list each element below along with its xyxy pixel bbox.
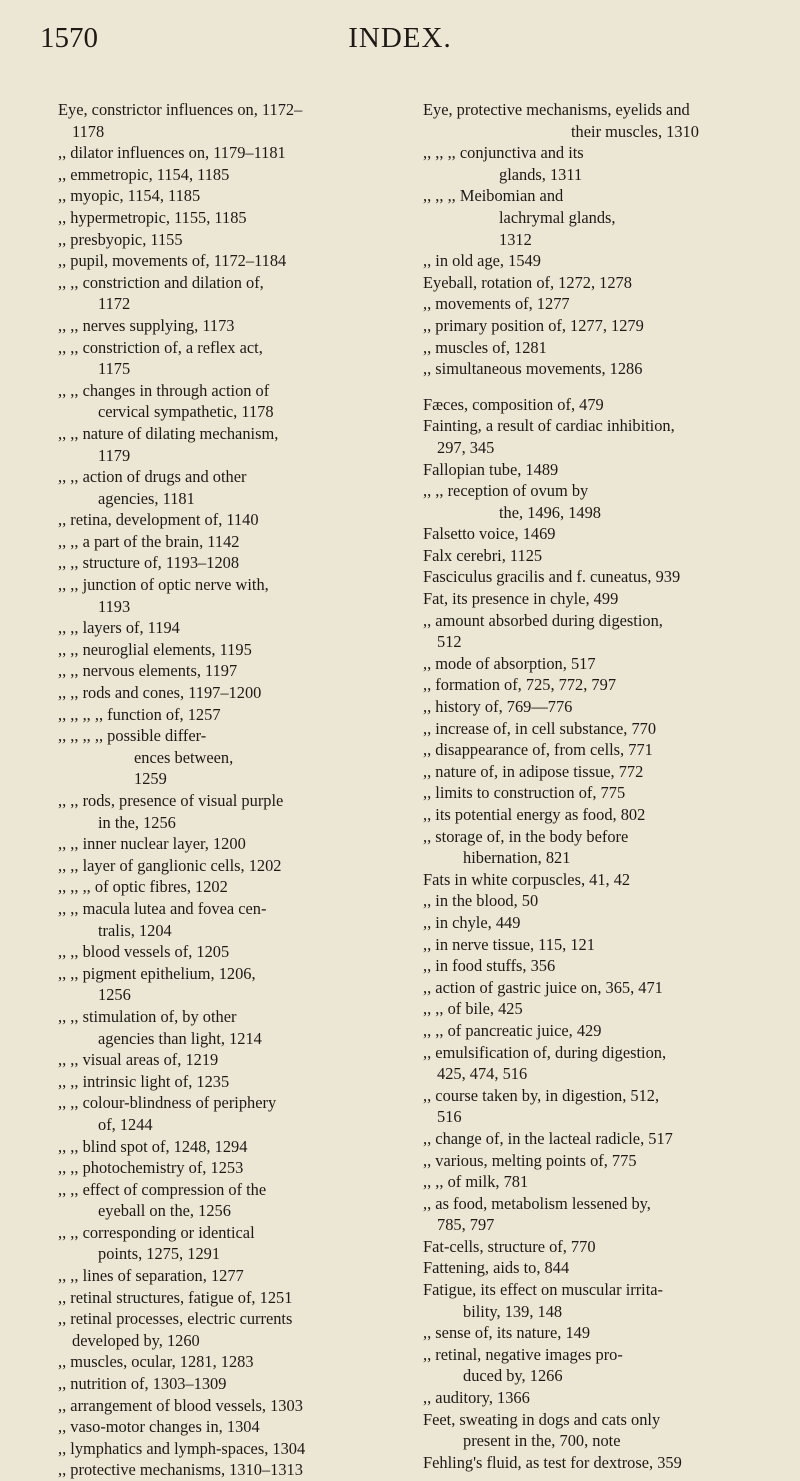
index-entry: ,, dilator influences on, 1179–1181 <box>58 143 286 163</box>
index-entry-continuation: 425, 474, 516 <box>437 1064 528 1084</box>
index-entry: ,, ,, pigment epithelium, 1206, <box>58 963 256 983</box>
index-entry: ,, disappearance of, from cells, 771 <box>423 740 653 760</box>
index-entry: Feet, sweating in dogs and cats only <box>423 1409 661 1429</box>
index-entry: ,, myopic, 1154, 1185 <box>58 186 201 206</box>
index-entry-continuation: developed by, 1260 <box>72 1330 200 1350</box>
index-entry: Fasciculus gracilis and f. cuneatus, 939 <box>423 567 681 587</box>
index-entry: ,, formation of, 725, 772, 797 <box>423 675 617 695</box>
index-entry: ,, ,, constriction and dilation of, <box>58 272 264 292</box>
page-number: 1570 <box>40 22 98 54</box>
index-entry: ,, ,, junction of optic nerve with, <box>58 575 269 595</box>
index-entry: ,, ,, ,, ,, function of, 1257 <box>58 704 221 724</box>
index-entry: ,, muscles of, 1281 <box>423 337 547 357</box>
index-entry: ,, its potential energy as food, 802 <box>423 805 646 824</box>
index-entry-continuation: ences between, <box>134 747 234 767</box>
index-entry: ,, various, melting points of, 775 <box>423 1150 637 1170</box>
index-entry-continuation: 1175 <box>98 359 131 379</box>
index-entry: ,, ,, changes in through action of <box>58 380 270 400</box>
index-entry: ,, ,, action of drugs and other <box>58 467 247 487</box>
index-entry: ,, ,, stimulation of, by other <box>58 1006 237 1026</box>
index-entry: ,, ,, corresponding or identical <box>58 1222 255 1242</box>
index-entry: ,, in chyle, 449 <box>423 912 521 932</box>
index-entry: ,, in nerve tissue, 115, 121 <box>423 934 595 954</box>
section-gap <box>423 380 758 394</box>
index-entry: ,, retinal structures, fatigue of, 1251 <box>58 1287 293 1307</box>
index-entry: ,, retinal processes, electric currents <box>58 1309 293 1329</box>
index-entry-continuation: eyeball on the, 1256 <box>98 1201 231 1221</box>
index-entry: Fæces, composition of, 479 <box>423 394 604 414</box>
index-entry: ,, ,, visual areas of, 1219 <box>58 1050 219 1070</box>
index-entry: ,, limits to construction of, 775 <box>423 783 626 803</box>
index-entry: Fainting, a result of cardiac inhibition, <box>423 416 675 436</box>
index-entry: ,, nature of, in adipose tissue, 772 <box>423 761 644 781</box>
index-entry-continuation: the, 1496, 1498 <box>499 502 601 522</box>
index-entry: ,, course taken by, in digestion, 512, <box>423 1085 660 1105</box>
index-entry-continuation: 512 <box>437 632 462 652</box>
right-column <box>423 99 758 1473</box>
index-entry: Fallopian tube, 1489 <box>423 459 559 479</box>
index-entry: ,, emmetropic, 1154, 1185 <box>58 164 230 184</box>
index-entry: ,, ,, blind spot of, 1248, 1294 <box>58 1136 248 1156</box>
index-entry-continuation: cervical sympathetic, 1178 <box>98 402 274 422</box>
index-entry-continuation: of, 1244 <box>98 1114 153 1134</box>
index-entry: ,, protective mechanisms, 1310–1313 <box>58 1460 303 1480</box>
index-entry: ,, retinal, negative images pro- <box>423 1344 623 1364</box>
index-entry-continuation: 516 <box>437 1107 462 1127</box>
index-entry: ,, ,, macula lutea and fovea cen- <box>58 898 267 918</box>
index-entry: ,, change of, in the lacteal radicle, 517 <box>423 1128 673 1148</box>
index-entry: ,, ,, ,, Meibomian and <box>423 186 564 206</box>
index-entry: ,, storage of, in the body before <box>423 826 629 846</box>
index-entry: ,, primary position of, 1277, 1279 <box>423 315 644 335</box>
index-entry: ,, movements of, 1277 <box>423 294 570 314</box>
index-entry: ,, ,, intrinsic light of, 1235 <box>58 1071 230 1091</box>
index-entry-continuation: duced by, 1266 <box>463 1366 563 1386</box>
index-entry-continuation: 297, 345 <box>437 437 495 457</box>
index-entry: ,, ,, ,, of optic fibres, 1202 <box>58 877 228 897</box>
index-entry: ,, ,, rods and cones, 1197–1200 <box>58 683 262 703</box>
index-entry: Fat-cells, structure of, 770 <box>423 1236 596 1256</box>
index-entry: ,, emulsification of, during digestion, <box>423 1042 667 1062</box>
index-entry: ,, ,, of pancreatic juice, 429 <box>423 1020 602 1040</box>
index-entry: ,, arrangement of blood vessels, 1303 <box>58 1395 303 1415</box>
index-entry: ,, in old age, 1549 <box>423 251 541 271</box>
index-entry: ,, retina, development of, 1140 <box>58 510 259 530</box>
index-entry: ,, ,, layer of ganglionic cells, 1202 <box>58 855 282 875</box>
index-entry: Eyeball, rotation of, 1272, 1278 <box>423 272 632 292</box>
index-entry: ,, ,, nature of dilating mechanism, <box>58 423 279 443</box>
index-entry: ,, ,, photochemistry of, 1253 <box>58 1158 244 1178</box>
index-entry-continuation: 1172 <box>98 294 131 314</box>
index-entry: Fat, its presence in chyle, 499 <box>423 589 619 609</box>
index-entry-continuation: in the, 1256 <box>98 812 176 832</box>
index-entry-continuation: tralis, 1204 <box>98 920 172 940</box>
index-entry-continuation: hibernation, 821 <box>463 848 571 868</box>
index-entry: ,, pupil, movements of, 1172–1184 <box>58 251 287 271</box>
index-entry-continuation: 1178 <box>72 121 105 141</box>
index-entry: ,, sense of, its nature, 149 <box>423 1323 591 1343</box>
index-entry: ,, ,, nerves supplying, 1173 <box>58 315 235 335</box>
index-entry-continuation: 1312 <box>499 229 532 249</box>
index-entry: ,, ,, reception of ovum by <box>423 481 589 501</box>
index-entry: ,, auditory, 1366 <box>423 1388 530 1408</box>
index-entry: ,, simultaneous movements, 1286 <box>423 359 643 379</box>
index-entry-continuation: 1259 <box>134 769 167 789</box>
index-entry: Fatigue, its effect on muscular irrita- <box>423 1280 664 1300</box>
index-entry-continuation: agencies, 1181 <box>98 488 195 508</box>
index-entry: ,, action of gastric juice on, 365, 471 <box>423 977 663 997</box>
index-entry: ,, ,, rods, presence of visual purple <box>58 791 284 810</box>
index-entry: ,, in the blood, 50 <box>423 891 539 911</box>
page-header <box>0 22 800 62</box>
index-entry-continuation: glands, 1311 <box>499 164 583 184</box>
index-entry: Eye, protective mechanisms, eyelids and <box>423 100 690 119</box>
index-entry: ,, amount absorbed during digestion, <box>423 610 663 630</box>
index-entry: ,, ,, inner nuclear layer, 1200 <box>58 834 246 854</box>
index-entry: ,, ,, ,, conjunctiva and its <box>423 143 584 163</box>
index-entry: ,, presbyopic, 1155 <box>58 229 183 249</box>
index-entry: ,, ,, nervous elements, 1197 <box>58 661 238 681</box>
index-entry: ,, ,, ,, ,, possible differ- <box>58 726 207 746</box>
index-entry: ,, ,, layers of, 1194 <box>58 618 180 638</box>
index-entry: ,, nutrition of, 1303–1309 <box>58 1374 227 1394</box>
index-entry: ,, ,, blood vessels of, 1205 <box>58 942 230 962</box>
index-entry: Falsetto voice, 1469 <box>423 524 556 544</box>
index-entry: ,, hypermetropic, 1155, 1185 <box>58 207 247 227</box>
index-entry: ,, in food stuffs, 356 <box>423 956 556 976</box>
index-entry-continuation: present in the, 700, note <box>463 1431 621 1451</box>
index-entry: ,, ,, a part of the brain, 1142 <box>58 531 240 551</box>
index-entry: Falx cerebri, 1125 <box>423 545 543 565</box>
index-entry: ,, ,, effect of compression of the <box>58 1179 267 1199</box>
index-entry: Fehling's fluid, as test for dextrose, 359 <box>423 1452 682 1472</box>
index-entry-continuation: 785, 797 <box>437 1215 495 1235</box>
index-entry-continuation: bility, 139, 148 <box>463 1301 563 1321</box>
index-entry: ,, ,, lines of separation, 1277 <box>58 1266 244 1286</box>
index-entry: ,, vaso-motor changes in, 1304 <box>58 1417 260 1437</box>
index-entry: ,, as food, metabolism lessened by, <box>423 1193 651 1213</box>
index-entry: Eye, constrictor influences on, 1172– <box>58 100 303 119</box>
index-entry: ,, ,, neuroglial elements, 1195 <box>58 639 252 659</box>
left-column <box>58 99 393 1481</box>
index-entry: ,, mode of absorption, 517 <box>423 653 596 673</box>
index-entry: ,, lymphatics and lymph-spaces, 1304 <box>58 1438 306 1458</box>
index-entry: ,, muscles, ocular, 1281, 1283 <box>58 1352 254 1372</box>
index-entry-continuation: agencies than light, 1214 <box>98 1028 262 1048</box>
index-entry-continuation: lachrymal glands, <box>499 207 616 227</box>
index-entry: ,, increase of, in cell substance, 770 <box>423 718 657 738</box>
index-entry: ,, ,, constriction of, a reflex act, <box>58 337 263 357</box>
index-entry: ,, ,, colour-blindness of periphery <box>58 1093 277 1113</box>
index-entry: ,, ,, of milk, 781 <box>423 1172 529 1192</box>
index-entry: Fattening, aids to, 844 <box>423 1258 570 1278</box>
index-entry-continuation: 1179 <box>98 445 131 465</box>
index-entry: ,, ,, of bile, 425 <box>423 999 523 1019</box>
index-entry: ,, history of, 769—776 <box>423 697 573 717</box>
index-entry: ,, ,, structure of, 1193–1208 <box>58 553 240 573</box>
page-title: INDEX. <box>348 22 452 54</box>
index-entry-continuation: 1256 <box>98 985 131 1005</box>
index-entry-continuation: 1193 <box>98 596 131 616</box>
index-entry-continuation: points, 1275, 1291 <box>98 1244 221 1264</box>
index-entry-continuation: their muscles, 1310 <box>571 121 699 141</box>
index-entry: Fats in white corpuscles, 41, 42 <box>423 869 631 889</box>
